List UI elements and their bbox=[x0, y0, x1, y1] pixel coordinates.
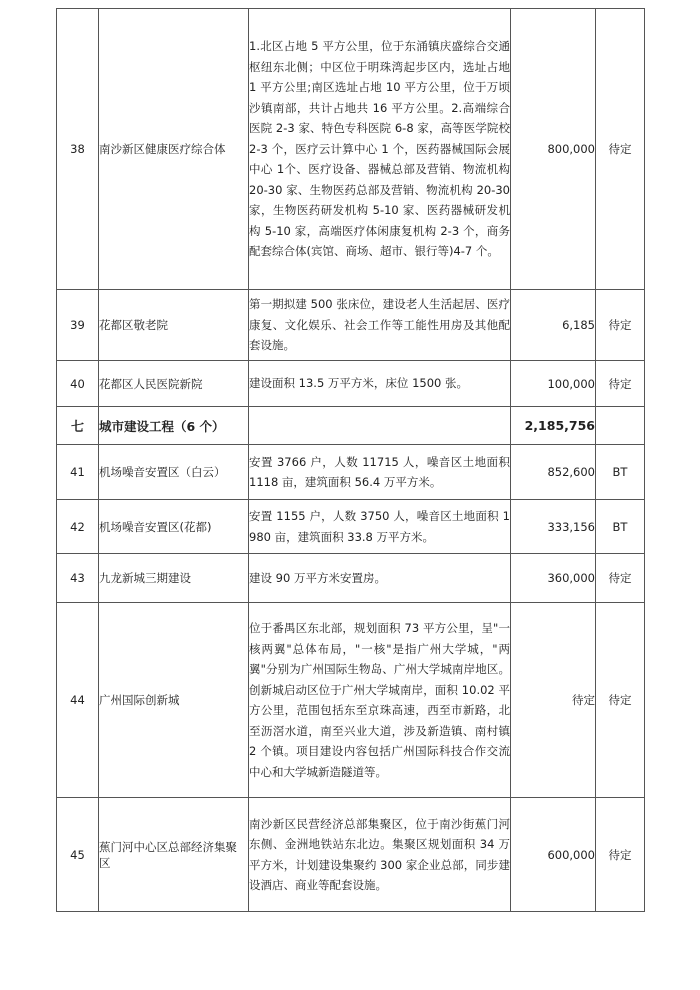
table-row bbox=[57, 500, 645, 554]
investment-amount: 待定 bbox=[511, 603, 596, 798]
section-row bbox=[57, 407, 645, 445]
section-title: 城市建设工程（6 个） bbox=[99, 407, 249, 445]
row-number: 41 bbox=[57, 445, 99, 500]
funding-status: 待定 bbox=[596, 554, 645, 603]
funding-status: 待定 bbox=[596, 798, 645, 912]
investment-amount: 800,000 bbox=[511, 9, 596, 290]
project-description: 1.北区占地 5 平方公里，位于东涌镇庆盛综合交通枢纽东北侧；中区位于明珠湾起步区内，选址占地 1 平方公里;南区选址占地 10 平方公里，位于万顷沙镇南部，共计占地共 16 平方公里。2.高端综合医院 2-3 家、特色专科医院 6-8 家，高等医学院校 2-3 个，医疗云计算中心 1 个，医药器械国际会展中心 1个、医疗设备、器械总部及营销、物流机构 20-30 家、生物医药总部及营销、物流机构 20-30 家，生物医药研发机构 5-10 家、医药器械研发机构 5-10 家，高端医疗体闲康复机构 2-3 个，商务配套综合体(宾馆、商场、超市、银行等)4-7 个。 bbox=[249, 9, 511, 290]
investment-amount: 100,000 bbox=[511, 361, 596, 407]
project-name: 广州国际创新城 bbox=[99, 603, 249, 798]
row-number: 38 bbox=[57, 9, 99, 290]
project-description: 第一期拟建 500 张床位，建设老人生活起居、医疗康复、文化娱乐、社会工作等工能性用房及其他配套设施。 bbox=[249, 290, 511, 361]
project-table bbox=[56, 8, 645, 912]
project-description: 南沙新区民营经济总部集聚区，位于南沙街蕉门河东侧、金洲地铁站东北边。集聚区规划面积 34 万平方米，计划建设集聚约 300 家企业总部，同步建设酒店、商业等配套设施。 bbox=[249, 798, 511, 912]
project-name: 花都区人民医院新院 bbox=[99, 361, 249, 407]
row-number: 43 bbox=[57, 554, 99, 603]
project-name: 机场噪音安置区（白云） bbox=[99, 445, 249, 500]
section-status bbox=[596, 407, 645, 445]
investment-amount: 6,185 bbox=[511, 290, 596, 361]
section-total-amount: 2,185,756 bbox=[511, 407, 596, 445]
section-description bbox=[249, 407, 511, 445]
table-row bbox=[57, 603, 645, 798]
project-description: 建设面积 13.5 万平方米，床位 1500 张。 bbox=[249, 361, 511, 407]
row-number: 42 bbox=[57, 500, 99, 554]
project-description: 安置 1155 户，人数 3750 人，噪音区土地面积 1980 亩，建筑面积 33.8 万平方米。 bbox=[249, 500, 511, 554]
investment-amount: 600,000 bbox=[511, 798, 596, 912]
table-row bbox=[57, 798, 645, 912]
table-row bbox=[57, 445, 645, 500]
funding-status: BT bbox=[596, 445, 645, 500]
table-row bbox=[57, 290, 645, 361]
project-name: 南沙新区健康医疗综合体 bbox=[99, 9, 249, 290]
table-row bbox=[57, 9, 645, 290]
row-number: 40 bbox=[57, 361, 99, 407]
project-description: 建设 90 万平方米安置房。 bbox=[249, 554, 511, 603]
project-name: 机场噪音安置区(花都) bbox=[99, 500, 249, 554]
funding-status: 待定 bbox=[596, 9, 645, 290]
row-number: 39 bbox=[57, 290, 99, 361]
funding-status: 待定 bbox=[596, 290, 645, 361]
funding-status: BT bbox=[596, 500, 645, 554]
table-row bbox=[57, 554, 645, 603]
table-row bbox=[57, 361, 645, 407]
funding-status: 待定 bbox=[596, 361, 645, 407]
project-description: 安置 3766 户，人数 11715 人，噪音区土地面积 1118 亩，建筑面积 56.4 万平方米。 bbox=[249, 445, 511, 500]
section-number: 七 bbox=[57, 407, 99, 445]
investment-amount: 360,000 bbox=[511, 554, 596, 603]
funding-status: 待定 bbox=[596, 603, 645, 798]
project-description: 位于番禺区东北部，规划面积 73 平方公里，呈"一核两翼"总体布局，"一核"是指广州大学城，"两翼"分别为广州国际生物岛、广州大学城南岸地区。创新城启动区位于广州大学城南岸，面积 10.02 平方公里，范围包括东至京珠高速，西至市新路，北至沥滘水道，南至兴业大道，涉及新造镇、南村镇 2 个镇。项目建设内容包括广州国际科技合作交流中心和大学城新造隧道等。 bbox=[249, 603, 511, 798]
row-number: 45 bbox=[57, 798, 99, 912]
investment-amount: 333,156 bbox=[511, 500, 596, 554]
project-name: 九龙新城三期建设 bbox=[99, 554, 249, 603]
row-number: 44 bbox=[57, 603, 99, 798]
investment-amount: 852,600 bbox=[511, 445, 596, 500]
project-name: 花都区敬老院 bbox=[99, 290, 249, 361]
project-name: 蕉门河中心区总部经济集聚区 bbox=[99, 798, 249, 912]
